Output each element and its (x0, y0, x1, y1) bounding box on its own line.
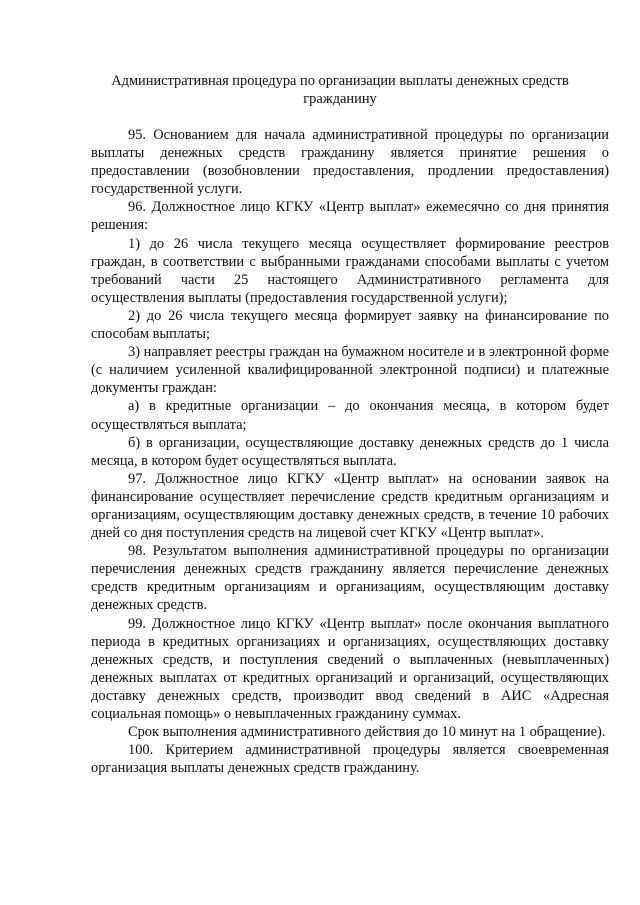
document-body (91, 126, 609, 777)
paragraph-96-item-1: 1) до 26 числа текущего месяца осуществляет формирование реестров граждан, в соответствии с выбранными гражданами способами выплаты с учетом требований части 25 настоящего Административного регламента для осуществления выплаты (предоставления государственной услуги); (91, 235, 609, 306)
paragraph-96-item-2: 2) до 26 числа текущего месяца формирует заявку на финансирование по способам выплаты; (91, 307, 609, 343)
paragraph-100: 100. Критерием административной процедуры является своевременная организация выплаты денежных средств гражданину. (91, 742, 609, 777)
paragraph-96: 96. Должностное лицо КГКУ «Центр выплат» ежемесячно со дня принятия решения: (91, 199, 609, 234)
paragraph-96-item-3: 3) направляет реестры граждан на бумажном носителе и в электронной форме (с наличием усиленной квалифицированной электронной подписи) и платежные документы граждан: (91, 344, 609, 397)
paragraph-95: 95. Основанием для начала административной процедуры по организации выплаты денежных средств гражданину является принятие решения о предоставлении (возобновлении предоставления, продлении предоставления) государственной услуги. (91, 127, 609, 198)
paragraph-97: 97. Должностное лицо КГКУ «Центр выплат» на основании заявок на финансирование осуществляет перечисление средств кредитным организациям и организациям, осуществляющим доставку денежных средств, в течение 10 рабочих дней со дня поступления средств на лицевой счет КГКУ «Центр выплат». (91, 470, 609, 542)
paragraph-96-item-3a: а) в кредитные организации – до окончания месяца, в котором будет осуществляться выплата; (91, 398, 609, 433)
paragraph-99-deadline: Срок выполнения административного действия до 10 минут на 1 обращение). (128, 724, 606, 741)
section-title: Административная процедура по организации выплаты денежных средств гражданину (111, 73, 569, 107)
paragraph-99: 99. Должностное лицо КГКУ «Центр выплат» после окончания выплатного периода в кредитных организациях и организациях, осуществляющих доставку денежных средств, и поступления сведений о выплаченных (невыплаченных) денежных выплатах от кредитных организаций и организаций, осуществляющих доставку денежных средств, производит ввод сведений в АИС «Адресная социальная помощь» о невыплаченных гражданину суммах. (91, 615, 609, 722)
paragraph-96-item-3b: б) в организации, осуществляющие доставку денежных средств до 1 числа месяца, в котором будет осуществляться выплата. (91, 434, 609, 469)
paragraph-98: 98. Результатом выполнения административной процедуры по организации перечисления денежных средств гражданину является перечисление денежных средств кредитным организациям и организациям, осуществляющим доставку денежных средств. (91, 543, 609, 614)
